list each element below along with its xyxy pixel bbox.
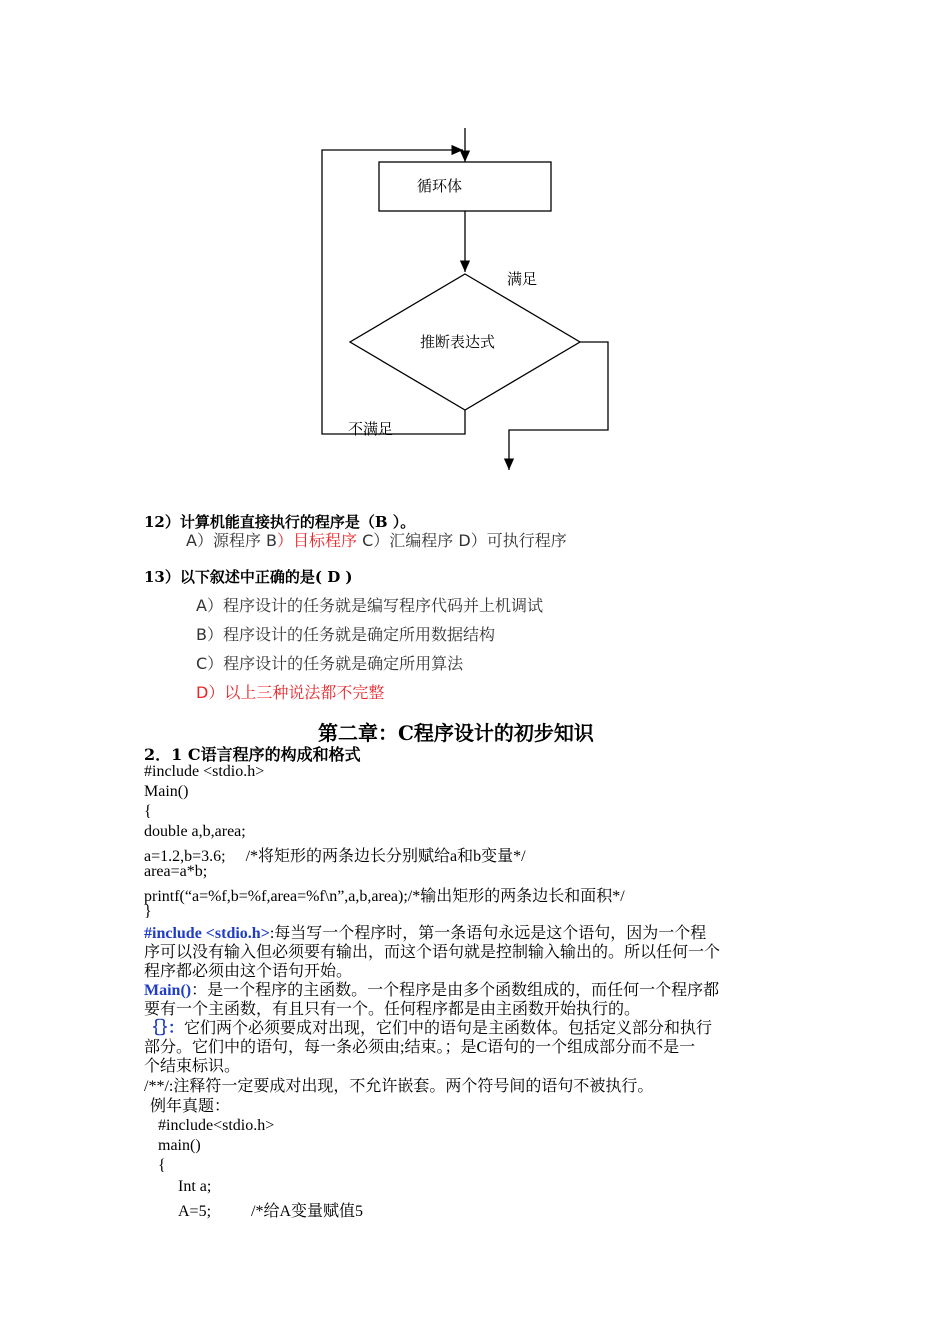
example-code-line: Int a; bbox=[178, 1178, 212, 1195]
condition-label: 推断表达式 bbox=[420, 333, 496, 351]
section-title: 2．1 C语言程序的构成和格式 bbox=[144, 745, 361, 764]
main-explanation-line-2: 要有一个主函数，有且只有一个。任何程序都是由主函数开始执行的。 bbox=[144, 1001, 641, 1018]
example-code-line: { bbox=[158, 1157, 166, 1174]
brace-term: ｛｝： bbox=[144, 1020, 185, 1037]
no-label: 不满足 bbox=[348, 420, 394, 438]
code-line: { bbox=[144, 803, 152, 820]
q12-option-b: ）目标程序 bbox=[277, 531, 358, 550]
brace-explanation-line-2: 部分。它们中的语句，每一条必须由;结束。；是C语句的一个组成部分而不是一 bbox=[144, 1039, 696, 1056]
yes-label: 满足 bbox=[507, 270, 538, 288]
brace-explanation-line-1 bbox=[144, 1020, 712, 1039]
q13-option-d: D）以上三种说法都不完整 bbox=[196, 683, 385, 702]
code-line: printf(“a=%f,b=%f,area=%f\n”,a,b,area);/*输出矩形的两条边长和面积*/ bbox=[144, 888, 625, 905]
include-text: :每当写一个程序时，第一条语句永远是这个语句，因为一个程 bbox=[269, 925, 707, 942]
example-code-line: A=5; /*给A变量赋值5 bbox=[178, 1203, 364, 1220]
q13-option-c: C）程序设计的任务就是确定所用算法 bbox=[196, 654, 464, 673]
loop-body-box bbox=[379, 162, 551, 211]
include-explanation-line-3: 程序都必须由这个语句开始。 bbox=[144, 963, 353, 980]
code-line: #include <stdio.h> bbox=[144, 763, 265, 780]
code-line: double a,b,area; bbox=[144, 823, 246, 840]
brace-explanation-line-3: 个结束标识。 bbox=[144, 1058, 241, 1075]
code-line: area=a*b; bbox=[144, 863, 208, 880]
main-explanation-line-1 bbox=[144, 982, 719, 1001]
question-13: 13）以下叙述中正确的是( D ) bbox=[144, 568, 353, 586]
question-12-options bbox=[186, 528, 567, 551]
comment-explanation: /**/:注释符一定要成对出现，不允许嵌套。两个符号间的语句不被执行。 bbox=[144, 1078, 654, 1095]
code-line: Main() bbox=[144, 783, 189, 800]
q13-option-a: A）程序设计的任务就是编写程序代码并上机调试 bbox=[196, 596, 543, 615]
question-12: 12）计算机能直接执行的程序是（B ）。 bbox=[144, 513, 416, 531]
code-line: } bbox=[144, 903, 152, 920]
loop-body-label: 循环体 bbox=[417, 177, 463, 195]
flowchart-diagram bbox=[0, 0, 950, 500]
code-line: a=1.2,b=3.6; /*将矩形的两条边长分别赋给a和b变量*/ bbox=[144, 848, 526, 865]
include-explanation-line-1 bbox=[144, 925, 706, 944]
chapter-title: 第二章：C程序设计的初步知识 bbox=[318, 721, 594, 745]
example-code-line: #include<stdio.h> bbox=[158, 1117, 275, 1134]
main-term: Main() bbox=[144, 982, 192, 999]
main-text: ：是一个程序的主函数。一个程序是由多个函数组成的，而任何一个程序都 bbox=[191, 982, 720, 999]
include-term: #include <stdio.h> bbox=[144, 925, 270, 942]
example-title: 例年真题： bbox=[150, 1098, 231, 1115]
q12-option-cd: C）汇编程序 D）可执行程序 bbox=[357, 531, 567, 550]
q13-option-b: B）程序设计的任务就是确定所用数据结构 bbox=[196, 625, 495, 644]
q12-option-a: A）源程序 B bbox=[186, 531, 278, 550]
include-explanation-line-2: 序可以没有输入但必须要有输出，而这个语句就是控制输入输出的。所以任何一个 bbox=[144, 944, 721, 961]
brace-text: 它们两个必须要成对出现，它们中的语句是主函数体。包括定义部分和执行 bbox=[184, 1020, 713, 1037]
example-code-line: main() bbox=[158, 1137, 201, 1154]
